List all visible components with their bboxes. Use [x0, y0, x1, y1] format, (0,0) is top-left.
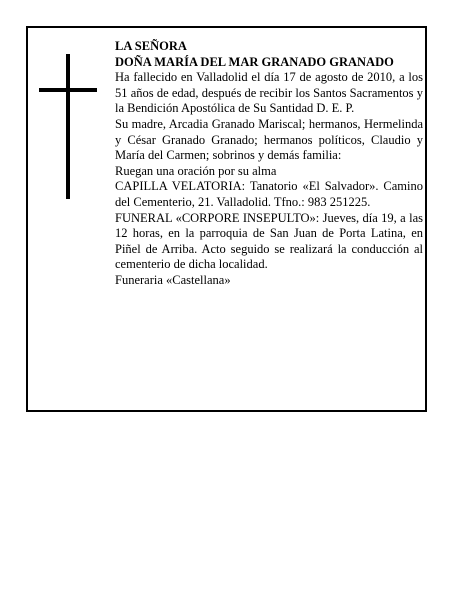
- funeral-info: FUNERAL «CORPORE INSEPULTO»: Jueves, día 19, a las 12 horas, en la parroquia de San Juan de Porta Latina, en Piñel de Arriba. Acto seguido se realizará la conducción al cementerio de dicha localidad.: [115, 210, 423, 272]
- family-list: Su madre, Arcadia Granado Mariscal; hermanos, Hermelinda y César Granado Granado; hermanos políticos, Claudio y María del Carmen; sobrinos y demás familia:: [115, 116, 423, 163]
- cross-horizontal-bar: [39, 88, 97, 92]
- notice-heading: LA SEÑORA: [115, 39, 187, 53]
- obituary-notice: [26, 26, 427, 412]
- cross-vertical-bar: [66, 54, 70, 199]
- cross-icon: [39, 54, 97, 199]
- funeral-home: Funeraria «Castellana»: [115, 272, 231, 287]
- chapel-info: CAPILLA VELATORIA: Tanatorio «El Salvador». Camino del Cementerio, 21. Valladolid. Tfno.: 983 251225.: [115, 179, 423, 209]
- prayer-request: Ruegan una oración por su alma: [115, 163, 277, 178]
- death-statement: Ha fallecido en Valladolid el día 17 de agosto de 2010, a los 51 años de edad, después de recibir los Santos Sacramentos y la Bendición Apostólica de Su Santidad D. E. P.: [115, 70, 423, 116]
- notice-text: [115, 39, 423, 289]
- deceased-name: DOÑA MARÍA DEL MAR GRANADO GRANADO: [115, 54, 394, 69]
